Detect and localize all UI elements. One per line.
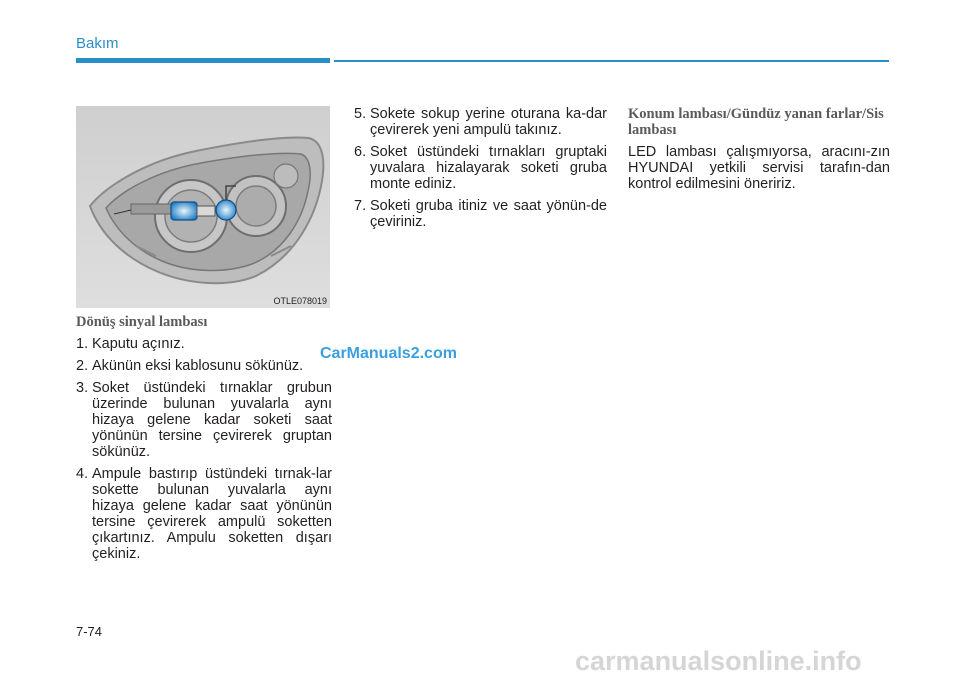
- led-paragraph: LED lambası çalışmıyorsa, aracını-zın HYUNDAI yetkili servisi tarafın-dan kontrol edilmesini öneririz.: [628, 144, 890, 192]
- headlamp-illustration: [76, 106, 330, 308]
- list-item: 3. Soket üstündeki tırnaklar grubun üzerinde bulunan yuvalarla aynı hizaya gelene kadar soketi saat yönünün tersine çevirerek gruptan sökünüz.: [76, 380, 332, 460]
- footer-watermark: carmanualsonline.info: [575, 646, 862, 676]
- section-heading-turn-signal: Dönüş sinyal lambası: [76, 314, 208, 330]
- list-item: 1. Kaputu açınız.: [76, 336, 185, 352]
- list-item: 5. Sokete sokup yerine oturana ka-dar çevirerek yeni ampulü takınız.: [354, 106, 607, 138]
- list-item: 4. Ampule bastırıp üstündeki tırnak-lar sokette bulunan yuvalarla aynı hizaya gelene kadar saat yönünün tersine çevirerek ampulü soketten çıkartınız. Ampulu soketten dışarı çekiniz.: [76, 466, 332, 562]
- steps-list-middle: [354, 106, 607, 230]
- list-item: 7. Soketi gruba itiniz ve saat yönün-de çeviriniz.: [354, 198, 607, 230]
- bulb-body: [171, 202, 197, 220]
- middle-column: [354, 106, 607, 236]
- watermark-link[interactable]: CarManuals2.com: [320, 345, 457, 362]
- list-item: 2. Akünün eksi kablosunu sökünüz.: [76, 358, 304, 374]
- left-column: [76, 314, 332, 568]
- figure-code: OTLE078019: [273, 296, 327, 306]
- headlamp-figure: [76, 106, 330, 308]
- steps-list-left: [76, 336, 332, 562]
- socket: [216, 200, 236, 220]
- header-rule-thin: [334, 60, 889, 62]
- section-label: Bakım: [76, 35, 119, 52]
- right-column: [628, 106, 890, 192]
- header-rule-thick: [76, 58, 330, 63]
- page-number: 7-74: [76, 624, 103, 639]
- section-heading-position-lamp: Konum lambası/Gündüz yanan farlar/Sis lambası: [628, 106, 884, 138]
- list-item: 6. Soket üstündeki tırnakları gruptaki yuvalara hizalayarak soketi gruba monte ediniz.: [354, 144, 607, 192]
